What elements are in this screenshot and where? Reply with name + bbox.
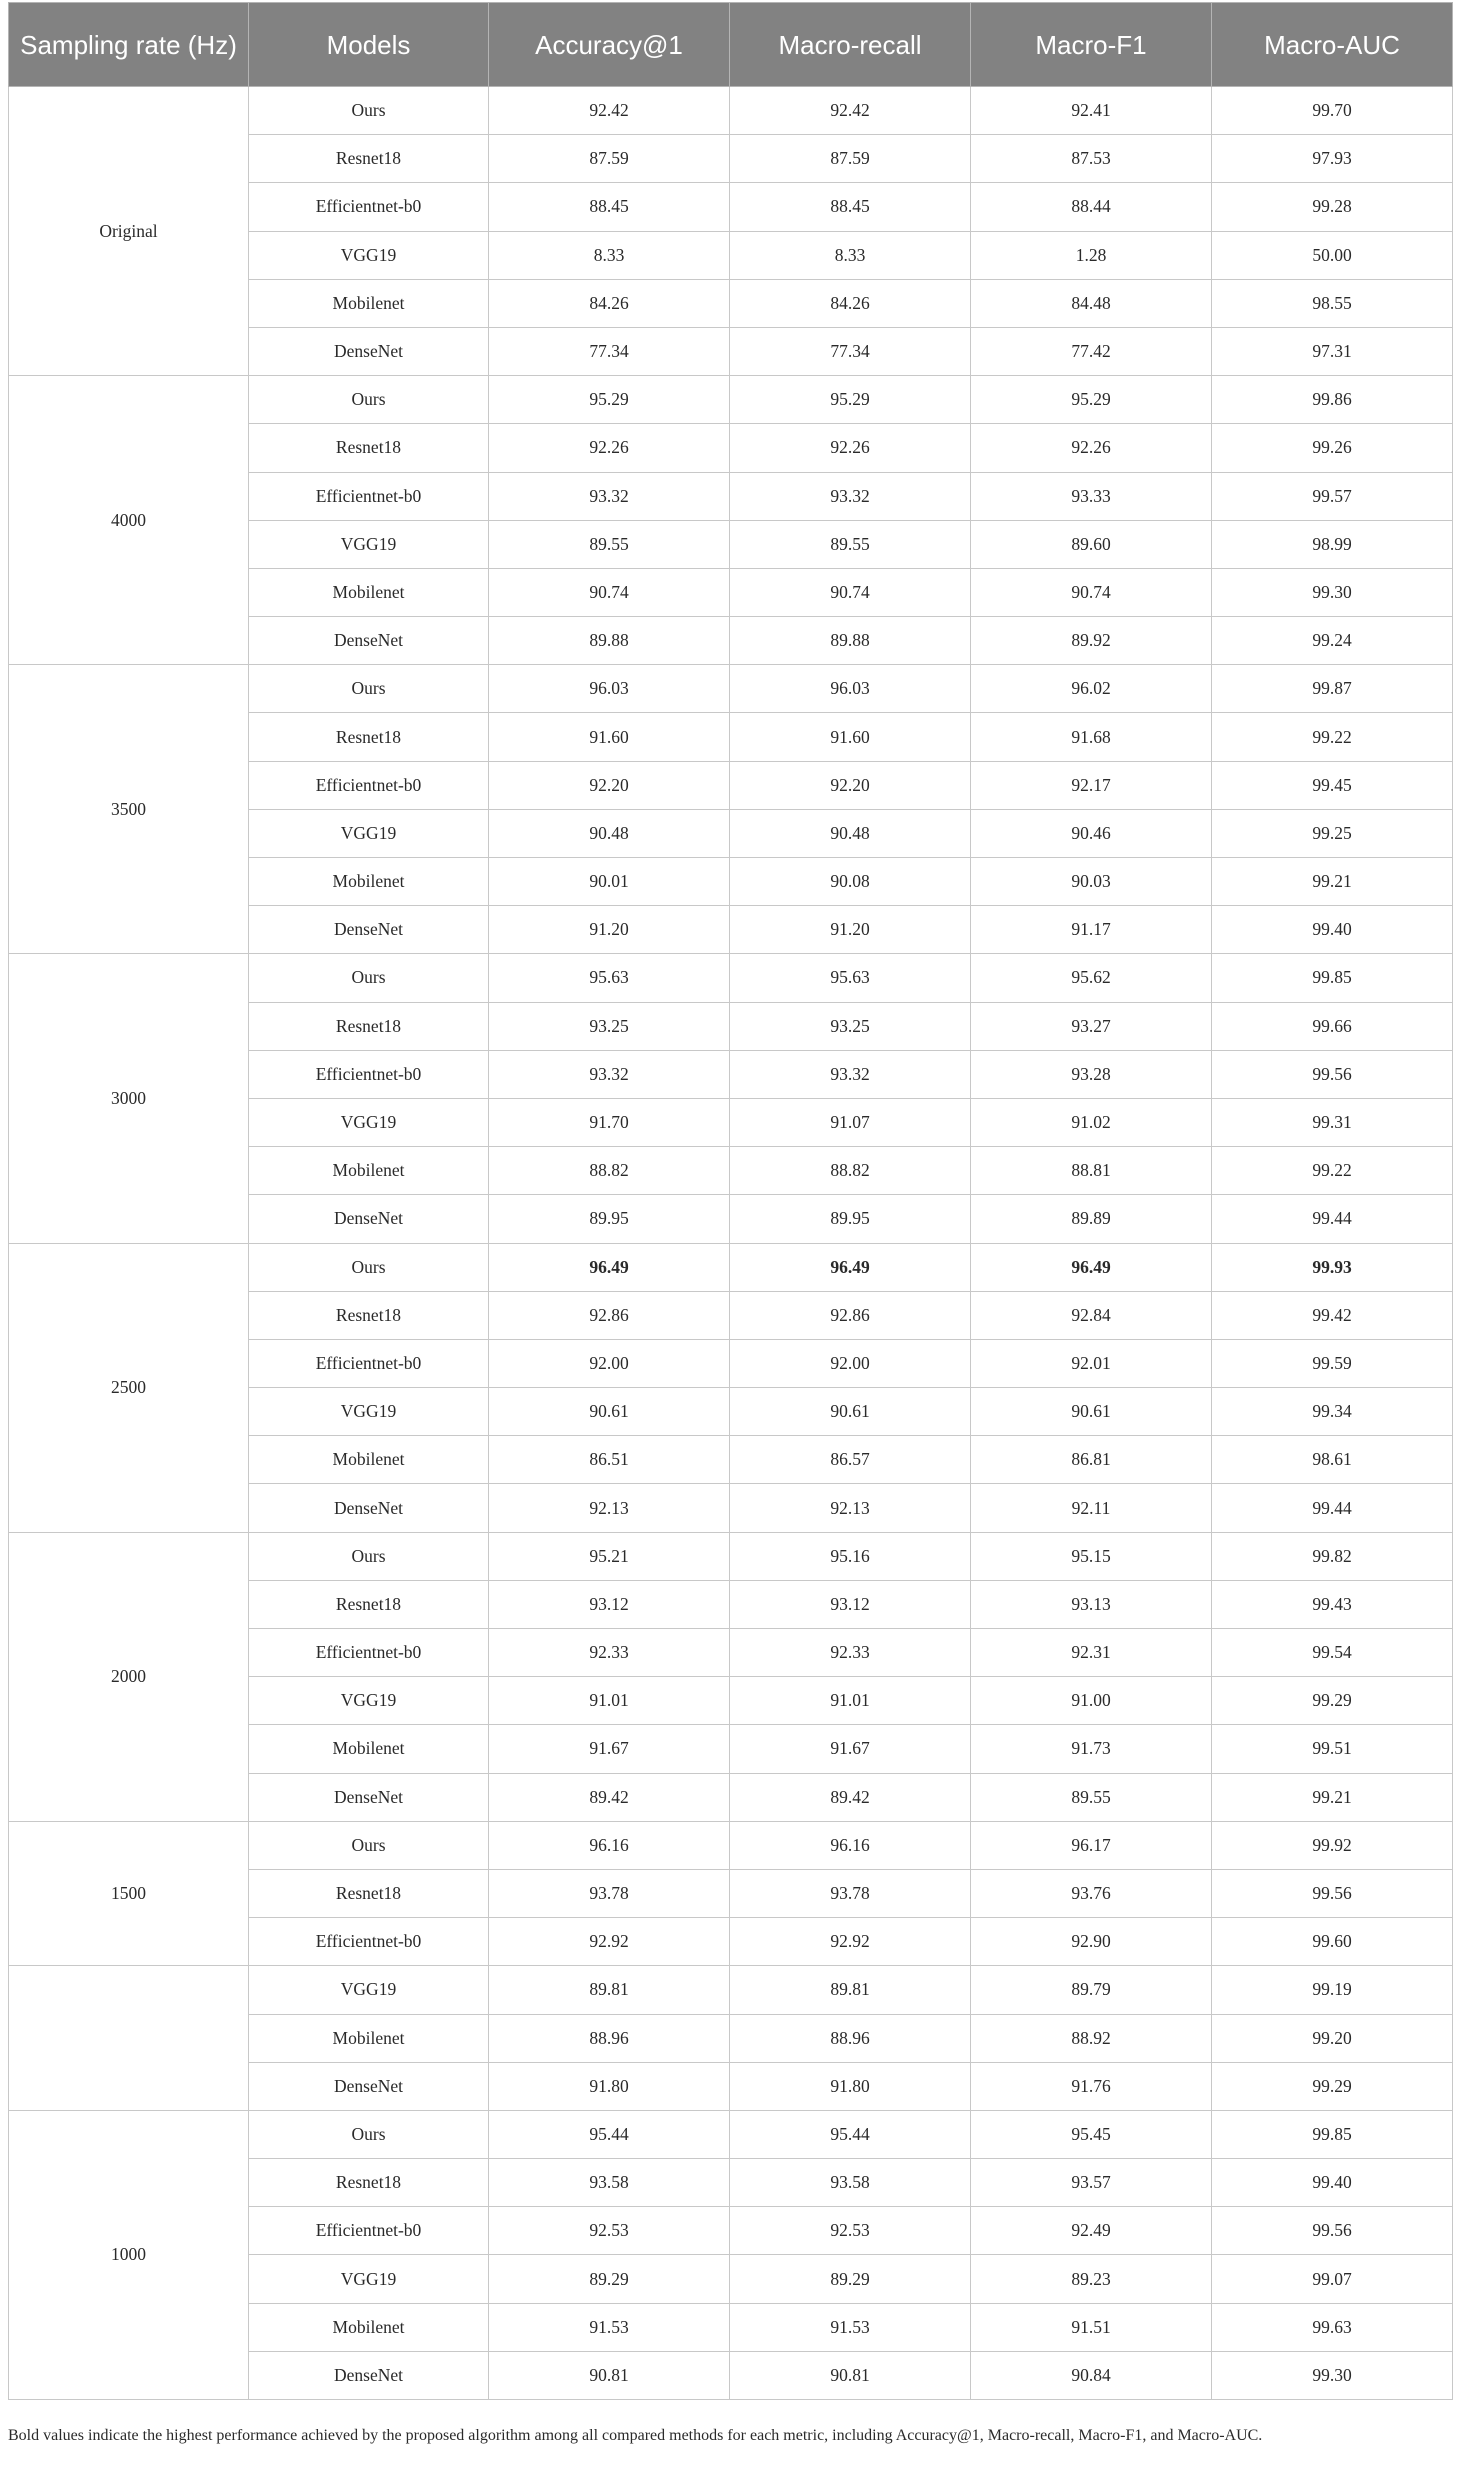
- macro-f1-cell: 77.42: [971, 327, 1212, 375]
- model-cell: Mobilenet: [249, 1147, 489, 1195]
- macro-recall-cell: 89.55: [730, 520, 971, 568]
- accuracy-cell: 93.25: [489, 1002, 730, 1050]
- model-cell: Mobilenet: [249, 2014, 489, 2062]
- macro-auc-cell: 99.25: [1212, 809, 1453, 857]
- accuracy-cell: 90.48: [489, 809, 730, 857]
- macro-auc-cell: 99.87: [1212, 665, 1453, 713]
- accuracy-cell: 93.32: [489, 472, 730, 520]
- accuracy-cell: 91.67: [489, 1725, 730, 1773]
- macro-recall-cell: 92.20: [730, 761, 971, 809]
- macro-f1-cell: 92.84: [971, 1291, 1212, 1339]
- model-cell: DenseNet: [249, 1484, 489, 1532]
- table-row: [9, 1966, 1453, 2014]
- macro-f1-cell: 95.29: [971, 376, 1212, 424]
- macro-recall-cell: 90.48: [730, 809, 971, 857]
- macro-recall-cell: 90.61: [730, 1388, 971, 1436]
- model-cell: VGG19: [249, 520, 489, 568]
- model-cell: Efficientnet-b0: [249, 1918, 489, 1966]
- table-row: [9, 2110, 1453, 2158]
- macro-recall-cell: 92.92: [730, 1918, 971, 1966]
- macro-recall-cell: 93.25: [730, 1002, 971, 1050]
- header-sampling-rate: Sampling rate (Hz): [9, 3, 249, 87]
- macro-auc-cell: 99.30: [1212, 568, 1453, 616]
- accuracy-cell: 92.13: [489, 1484, 730, 1532]
- macro-f1-cell: 93.27: [971, 1002, 1212, 1050]
- macro-auc-cell: 99.20: [1212, 2014, 1453, 2062]
- macro-auc-cell: 98.55: [1212, 279, 1453, 327]
- macro-f1-cell: 92.31: [971, 1629, 1212, 1677]
- sampling-rate-cell: [9, 1966, 249, 2111]
- accuracy-cell: 90.81: [489, 2351, 730, 2399]
- results-table-container: [8, 2, 1452, 2400]
- sampling-rate-cell: Original: [9, 87, 249, 376]
- macro-f1-cell: 89.92: [971, 617, 1212, 665]
- model-cell: Ours: [249, 376, 489, 424]
- macro-recall-cell: 91.67: [730, 1725, 971, 1773]
- macro-recall-cell: 8.33: [730, 231, 971, 279]
- macro-auc-cell: 99.40: [1212, 906, 1453, 954]
- accuracy-cell: 95.21: [489, 1532, 730, 1580]
- macro-auc-cell: 99.31: [1212, 1098, 1453, 1146]
- macro-auc-cell: 99.42: [1212, 1291, 1453, 1339]
- macro-auc-cell: 99.70: [1212, 87, 1453, 135]
- macro-auc-cell: 99.22: [1212, 713, 1453, 761]
- macro-recall-cell: 88.45: [730, 183, 971, 231]
- accuracy-cell: 90.01: [489, 858, 730, 906]
- model-cell: Resnet18: [249, 424, 489, 472]
- macro-auc-cell: 99.24: [1212, 617, 1453, 665]
- macro-f1-cell: 91.68: [971, 713, 1212, 761]
- macro-auc-cell: 99.56: [1212, 2207, 1453, 2255]
- model-cell: Ours: [249, 1243, 489, 1291]
- model-cell: Resnet18: [249, 1869, 489, 1917]
- table-row: [9, 1243, 1453, 1291]
- model-cell: DenseNet: [249, 1195, 489, 1243]
- table-row: [9, 1532, 1453, 1580]
- table-row: [9, 665, 1453, 713]
- model-cell: Efficientnet-b0: [249, 183, 489, 231]
- model-cell: DenseNet: [249, 2062, 489, 2110]
- macro-f1-cell: 93.33: [971, 472, 1212, 520]
- macro-f1-cell: 96.02: [971, 665, 1212, 713]
- macro-auc-cell: 99.92: [1212, 1821, 1453, 1869]
- macro-auc-cell: 99.29: [1212, 1677, 1453, 1725]
- macro-auc-cell: 97.93: [1212, 135, 1453, 183]
- macro-recall-cell: 92.26: [730, 424, 971, 472]
- accuracy-cell: 91.01: [489, 1677, 730, 1725]
- macro-recall-cell: 92.00: [730, 1339, 971, 1387]
- model-cell: Efficientnet-b0: [249, 1339, 489, 1387]
- accuracy-cell: 91.60: [489, 713, 730, 761]
- accuracy-cell: 84.26: [489, 279, 730, 327]
- macro-recall-cell: 93.32: [730, 472, 971, 520]
- macro-f1-cell: 91.76: [971, 2062, 1212, 2110]
- accuracy-cell: 86.51: [489, 1436, 730, 1484]
- model-cell: Mobilenet: [249, 858, 489, 906]
- accuracy-cell: 87.59: [489, 135, 730, 183]
- macro-auc-cell: 99.21: [1212, 1773, 1453, 1821]
- macro-auc-cell: 98.99: [1212, 520, 1453, 568]
- model-cell: VGG19: [249, 2255, 489, 2303]
- macro-auc-cell: 99.59: [1212, 1339, 1453, 1387]
- table-row: [9, 954, 1453, 1002]
- model-cell: Resnet18: [249, 713, 489, 761]
- table-row: [9, 1821, 1453, 1869]
- macro-auc-cell: 99.28: [1212, 183, 1453, 231]
- macro-auc-cell: 99.60: [1212, 1918, 1453, 1966]
- macro-auc-cell: 97.31: [1212, 327, 1453, 375]
- model-cell: Resnet18: [249, 1580, 489, 1628]
- accuracy-cell: 89.81: [489, 1966, 730, 2014]
- sampling-rate-cell: 1000: [9, 2110, 249, 2399]
- macro-f1-cell: 92.17: [971, 761, 1212, 809]
- macro-auc-cell: 99.34: [1212, 1388, 1453, 1436]
- macro-recall-cell: 89.29: [730, 2255, 971, 2303]
- model-cell: Resnet18: [249, 1291, 489, 1339]
- macro-f1-cell: 91.17: [971, 906, 1212, 954]
- model-cell: VGG19: [249, 1098, 489, 1146]
- macro-recall-cell: 91.01: [730, 1677, 971, 1725]
- macro-auc-cell: 99.82: [1212, 1532, 1453, 1580]
- macro-recall-cell: 89.88: [730, 617, 971, 665]
- macro-recall-cell: 92.33: [730, 1629, 971, 1677]
- macro-auc-cell: 50.00: [1212, 231, 1453, 279]
- accuracy-cell: 96.16: [489, 1821, 730, 1869]
- macro-recall-cell: 92.86: [730, 1291, 971, 1339]
- header-row: [9, 3, 1453, 87]
- macro-f1-cell: 91.73: [971, 1725, 1212, 1773]
- macro-auc-cell: 99.29: [1212, 2062, 1453, 2110]
- macro-f1-cell: 87.53: [971, 135, 1212, 183]
- macro-recall-cell: 93.58: [730, 2159, 971, 2207]
- accuracy-cell: 90.74: [489, 568, 730, 616]
- accuracy-cell: 95.63: [489, 954, 730, 1002]
- macro-auc-cell: 99.22: [1212, 1147, 1453, 1195]
- accuracy-cell: 92.20: [489, 761, 730, 809]
- macro-recall-cell: 91.60: [730, 713, 971, 761]
- macro-recall-cell: 92.53: [730, 2207, 971, 2255]
- macro-f1-cell: 90.74: [971, 568, 1212, 616]
- accuracy-cell: 92.33: [489, 1629, 730, 1677]
- model-cell: Efficientnet-b0: [249, 1629, 489, 1677]
- model-cell: VGG19: [249, 809, 489, 857]
- macro-f1-cell: 91.02: [971, 1098, 1212, 1146]
- model-cell: Resnet18: [249, 2159, 489, 2207]
- accuracy-cell: 93.32: [489, 1050, 730, 1098]
- macro-recall-cell: 92.13: [730, 1484, 971, 1532]
- macro-recall-cell: 89.81: [730, 1966, 971, 2014]
- macro-f1-cell: 84.48: [971, 279, 1212, 327]
- accuracy-cell: 93.78: [489, 1869, 730, 1917]
- sampling-rate-cell: 2000: [9, 1532, 249, 1821]
- macro-auc-cell: 99.56: [1212, 1050, 1453, 1098]
- accuracy-cell: 91.53: [489, 2303, 730, 2351]
- macro-recall-cell: 93.12: [730, 1580, 971, 1628]
- macro-recall-cell: 88.96: [730, 2014, 971, 2062]
- model-cell: Ours: [249, 954, 489, 1002]
- macro-auc-cell: 99.86: [1212, 376, 1453, 424]
- macro-f1-cell: 1.28: [971, 231, 1212, 279]
- accuracy-cell: 89.95: [489, 1195, 730, 1243]
- macro-f1-cell: 89.89: [971, 1195, 1212, 1243]
- macro-recall-cell: 90.08: [730, 858, 971, 906]
- macro-recall-cell: 95.63: [730, 954, 971, 1002]
- accuracy-cell: 88.45: [489, 183, 730, 231]
- model-cell: DenseNet: [249, 2351, 489, 2399]
- macro-recall-cell: 93.78: [730, 1869, 971, 1917]
- accuracy-cell: 96.03: [489, 665, 730, 713]
- macro-auc-cell: 99.85: [1212, 2110, 1453, 2158]
- model-cell: Ours: [249, 665, 489, 713]
- accuracy-cell: 95.44: [489, 2110, 730, 2158]
- macro-f1-cell: 90.61: [971, 1388, 1212, 1436]
- macro-f1-cell: 93.13: [971, 1580, 1212, 1628]
- macro-f1-cell: 86.81: [971, 1436, 1212, 1484]
- macro-recall-cell: 90.81: [730, 2351, 971, 2399]
- table-row: [9, 376, 1453, 424]
- accuracy-cell: 92.26: [489, 424, 730, 472]
- accuracy-cell: 95.29: [489, 376, 730, 424]
- accuracy-cell: 77.34: [489, 327, 730, 375]
- macro-recall-cell: 93.32: [730, 1050, 971, 1098]
- macro-f1-cell: 91.51: [971, 2303, 1212, 2351]
- macro-f1-cell: 90.46: [971, 809, 1212, 857]
- macro-recall-cell: 88.82: [730, 1147, 971, 1195]
- accuracy-cell: 91.20: [489, 906, 730, 954]
- sampling-rate-cell: 4000: [9, 376, 249, 665]
- accuracy-cell: 90.61: [489, 1388, 730, 1436]
- model-cell: Ours: [249, 87, 489, 135]
- macro-f1-cell: 88.92: [971, 2014, 1212, 2062]
- model-cell: DenseNet: [249, 906, 489, 954]
- accuracy-cell: 88.96: [489, 2014, 730, 2062]
- macro-recall-cell: 89.95: [730, 1195, 971, 1243]
- macro-auc-cell: 99.26: [1212, 424, 1453, 472]
- accuracy-cell: 93.58: [489, 2159, 730, 2207]
- macro-auc-cell: 99.43: [1212, 1580, 1453, 1628]
- macro-recall-cell: 96.49: [730, 1243, 971, 1291]
- macro-f1-cell: 95.15: [971, 1532, 1212, 1580]
- sampling-rate-cell: 3000: [9, 954, 249, 1243]
- accuracy-cell: 96.49: [489, 1243, 730, 1291]
- macro-f1-cell: 92.90: [971, 1918, 1212, 1966]
- macro-recall-cell: 90.74: [730, 568, 971, 616]
- model-cell: Efficientnet-b0: [249, 1050, 489, 1098]
- macro-recall-cell: 84.26: [730, 279, 971, 327]
- macro-auc-cell: 99.56: [1212, 1869, 1453, 1917]
- macro-f1-cell: 92.41: [971, 87, 1212, 135]
- accuracy-cell: 92.00: [489, 1339, 730, 1387]
- macro-auc-cell: 99.44: [1212, 1484, 1453, 1532]
- header-macro-recall: Macro-recall: [730, 3, 971, 87]
- model-cell: Mobilenet: [249, 568, 489, 616]
- macro-recall-cell: 95.16: [730, 1532, 971, 1580]
- macro-f1-cell: 95.45: [971, 2110, 1212, 2158]
- macro-f1-cell: 89.23: [971, 2255, 1212, 2303]
- macro-recall-cell: 86.57: [730, 1436, 971, 1484]
- table-footnote: Bold values indicate the highest performance achieved by the proposed algorithm among all compared methods for each metric, including Accuracy@1, Macro-recall, Macro-F1, and Macro-AUC.: [8, 2427, 1263, 2444]
- model-cell: Mobilenet: [249, 1436, 489, 1484]
- macro-f1-cell: 95.62: [971, 954, 1212, 1002]
- accuracy-cell: 92.53: [489, 2207, 730, 2255]
- accuracy-cell: 92.86: [489, 1291, 730, 1339]
- accuracy-cell: 89.55: [489, 520, 730, 568]
- model-cell: Ours: [249, 1532, 489, 1580]
- accuracy-cell: 91.70: [489, 1098, 730, 1146]
- macro-auc-cell: 99.40: [1212, 2159, 1453, 2207]
- macro-auc-cell: 99.57: [1212, 472, 1453, 520]
- macro-f1-cell: 96.49: [971, 1243, 1212, 1291]
- macro-auc-cell: 99.19: [1212, 1966, 1453, 2014]
- accuracy-cell: 92.92: [489, 1918, 730, 1966]
- model-cell: Mobilenet: [249, 1725, 489, 1773]
- model-cell: VGG19: [249, 1966, 489, 2014]
- header-models: Models: [249, 3, 489, 87]
- macro-auc-cell: 99.93: [1212, 1243, 1453, 1291]
- macro-f1-cell: 89.55: [971, 1773, 1212, 1821]
- macro-recall-cell: 91.20: [730, 906, 971, 954]
- macro-f1-cell: 92.49: [971, 2207, 1212, 2255]
- model-cell: Mobilenet: [249, 279, 489, 327]
- macro-f1-cell: 92.01: [971, 1339, 1212, 1387]
- macro-f1-cell: 92.26: [971, 424, 1212, 472]
- macro-recall-cell: 96.03: [730, 665, 971, 713]
- macro-recall-cell: 95.29: [730, 376, 971, 424]
- macro-recall-cell: 96.16: [730, 1821, 971, 1869]
- macro-f1-cell: 93.28: [971, 1050, 1212, 1098]
- header-accuracy: Accuracy@1: [489, 3, 730, 87]
- model-cell: VGG19: [249, 231, 489, 279]
- accuracy-cell: 89.42: [489, 1773, 730, 1821]
- macro-auc-cell: 99.51: [1212, 1725, 1453, 1773]
- macro-recall-cell: 92.42: [730, 87, 971, 135]
- model-cell: DenseNet: [249, 617, 489, 665]
- model-cell: Ours: [249, 2110, 489, 2158]
- macro-auc-cell: 99.07: [1212, 2255, 1453, 2303]
- macro-recall-cell: 91.53: [730, 2303, 971, 2351]
- accuracy-cell: 92.42: [489, 87, 730, 135]
- macro-recall-cell: 95.44: [730, 2110, 971, 2158]
- model-cell: Efficientnet-b0: [249, 2207, 489, 2255]
- macro-auc-cell: 99.30: [1212, 2351, 1453, 2399]
- macro-f1-cell: 90.03: [971, 858, 1212, 906]
- macro-f1-cell: 96.17: [971, 1821, 1212, 1869]
- model-cell: Mobilenet: [249, 2303, 489, 2351]
- sampling-rate-cell: 1500: [9, 1821, 249, 1966]
- results-table: [8, 2, 1453, 2400]
- macro-recall-cell: 89.42: [730, 1773, 971, 1821]
- model-cell: VGG19: [249, 1677, 489, 1725]
- accuracy-cell: 89.88: [489, 617, 730, 665]
- accuracy-cell: 88.82: [489, 1147, 730, 1195]
- macro-f1-cell: 91.00: [971, 1677, 1212, 1725]
- model-cell: DenseNet: [249, 1773, 489, 1821]
- sampling-rate-cell: 3500: [9, 665, 249, 954]
- model-cell: Efficientnet-b0: [249, 472, 489, 520]
- macro-f1-cell: 92.11: [971, 1484, 1212, 1532]
- macro-auc-cell: 99.45: [1212, 761, 1453, 809]
- macro-auc-cell: 99.54: [1212, 1629, 1453, 1677]
- macro-f1-cell: 88.44: [971, 183, 1212, 231]
- macro-auc-cell: 99.66: [1212, 1002, 1453, 1050]
- macro-f1-cell: 93.76: [971, 1869, 1212, 1917]
- accuracy-cell: 93.12: [489, 1580, 730, 1628]
- table-body: [9, 87, 1453, 2400]
- macro-f1-cell: 89.79: [971, 1966, 1212, 2014]
- macro-f1-cell: 89.60: [971, 520, 1212, 568]
- macro-f1-cell: 93.57: [971, 2159, 1212, 2207]
- header-macro-auc: Macro-AUC: [1212, 3, 1453, 87]
- macro-recall-cell: 87.59: [730, 135, 971, 183]
- table-row: [9, 87, 1453, 135]
- macro-auc-cell: 99.63: [1212, 2303, 1453, 2351]
- macro-f1-cell: 90.84: [971, 2351, 1212, 2399]
- macro-auc-cell: 99.85: [1212, 954, 1453, 1002]
- model-cell: VGG19: [249, 1388, 489, 1436]
- model-cell: Efficientnet-b0: [249, 761, 489, 809]
- model-cell: Resnet18: [249, 135, 489, 183]
- model-cell: DenseNet: [249, 327, 489, 375]
- model-cell: Ours: [249, 1821, 489, 1869]
- accuracy-cell: 89.29: [489, 2255, 730, 2303]
- macro-f1-cell: 88.81: [971, 1147, 1212, 1195]
- macro-auc-cell: 99.21: [1212, 858, 1453, 906]
- model-cell: Resnet18: [249, 1002, 489, 1050]
- accuracy-cell: 8.33: [489, 231, 730, 279]
- macro-recall-cell: 91.80: [730, 2062, 971, 2110]
- macro-auc-cell: 99.44: [1212, 1195, 1453, 1243]
- accuracy-cell: 91.80: [489, 2062, 730, 2110]
- macro-auc-cell: 98.61: [1212, 1436, 1453, 1484]
- macro-recall-cell: 91.07: [730, 1098, 971, 1146]
- macro-recall-cell: 77.34: [730, 327, 971, 375]
- header-macro-f1: Macro-F1: [971, 3, 1212, 87]
- sampling-rate-cell: 2500: [9, 1243, 249, 1532]
